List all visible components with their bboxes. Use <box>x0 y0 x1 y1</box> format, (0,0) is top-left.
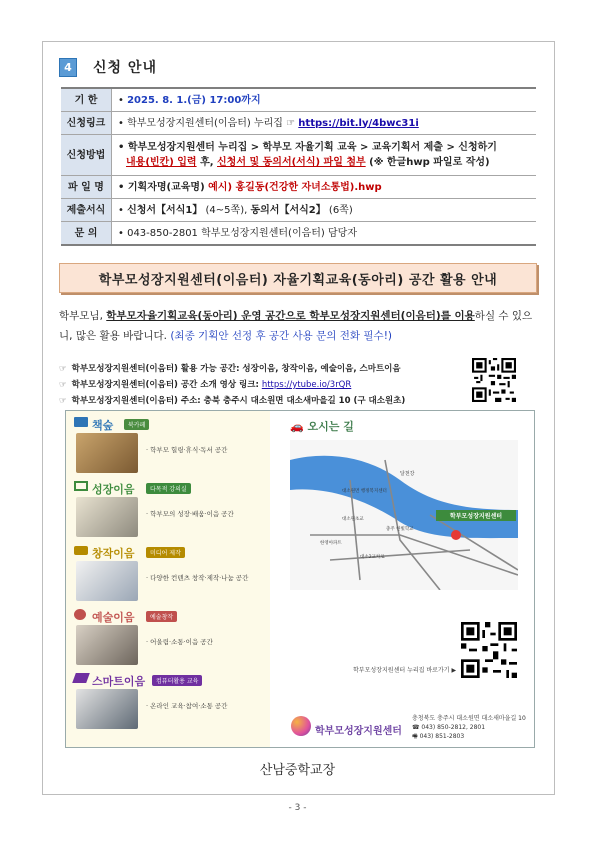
center-logo-icon <box>291 716 311 736</box>
pencil-icon <box>72 673 90 683</box>
row-link: 신청링크 • 학부모성장지원센터(이음터) 누리집 ☞ https://bit.ly/4bwc31i <box>61 112 536 135</box>
qr-code-icon[interactable] <box>461 622 517 678</box>
video-link[interactable]: https://ytube.io/3rQR <box>261 380 352 390</box>
spaces-panel <box>65 410 272 748</box>
bullet-spaces: ☞ 학부모성장지원센터(이음터) 활용 가능 공간: 성장이음, 창작이음, 예술이음, 스마트이음 <box>59 364 401 374</box>
svg-text:한영아파트: 한영아파트 <box>320 541 342 546</box>
svg-text:대소원초교: 대소원초교 <box>342 517 364 522</box>
intro-paragraph: 학부모님, 학부모자율기획교육(동아리) 운영 공간으로 학부모성장지원센터(이음터)를 이용하실 수 있으니, 많은 활용 바랍니다. (최종 기획안 선정 후 공간 사용 문의 전화 필수!) <box>59 310 533 342</box>
section-number: 4 <box>59 58 77 77</box>
bullet-address: ☞ 학부모성장지원센터(이음터) 주소: 충북 충주시 대소원면 대소새마을길 10 (구 대소원초) <box>59 396 406 406</box>
camera-icon <box>74 546 88 555</box>
space-photo <box>76 561 138 601</box>
label-forms: 제출서식 <box>61 199 112 222</box>
label-method: 신청방법 <box>61 135 112 176</box>
svg-text:대소원면 행정복지센터: 대소원면 행정복지센터 <box>342 489 387 494</box>
period-value: 2025. 8. 1.(금) 17:00까지 <box>127 94 261 106</box>
space-photo <box>76 497 138 537</box>
book-icon <box>74 417 88 427</box>
qr-code-icon[interactable] <box>472 358 516 402</box>
pointing-hand-icon: ☞ <box>59 380 67 390</box>
space-card: 책숲 북카페 · 학부모 힐링·휴식·독서 공간 <box>66 415 271 475</box>
space-card: 창작이음 미디어 제작 · 다양한 컨텐츠 창작·제작·나눔 공간 <box>66 543 271 603</box>
space-card: 성장이음 다목적 강의실 · 학부모의 성장·배움·이음 공간 <box>66 479 271 539</box>
palette-icon <box>74 609 86 620</box>
row-method: 신청방법 • 학부모성장지원센터 누리집 > 학부모 자율기획 교육 > 교육기획서 제출 > 신청하기 내용(빈칸) 입력 후, 신청서 및 동의서(서식) 파일 첨부 (※ 한글hwp 파일로 작성) <box>61 135 536 176</box>
directions-heading: 🚗 오시는 길 <box>290 420 354 433</box>
filename-example: 예시) 홍길동(건강한 자녀소통법).hwp <box>208 181 382 193</box>
map-center-label: 학부모성장지원센터 <box>449 513 503 520</box>
svg-text:대소2교차로: 대소2교차로 <box>360 555 385 560</box>
label-filename: 파 일 명 <box>61 176 112 199</box>
label-period: 기 한 <box>61 88 112 112</box>
space-photo <box>76 689 138 729</box>
space-banner: 학부모성장지원센터(이음터) 자율기획교육(동아리) 공간 활용 안내 <box>59 263 537 293</box>
pointing-hand-icon: ☞ <box>59 364 67 374</box>
homepage-link-caption[interactable]: 학부모성장지원센터 누리집 바로가기 ▶ <box>353 667 457 674</box>
space-photo <box>76 433 138 473</box>
row-period: 기 한 • 2025. 8. 1.(금) 17:00까지 <box>61 88 536 112</box>
link-text: 학부모성장지원센터(이음터) 누리집 ☞ <box>127 117 296 129</box>
svg-text:충주 한빛학교: 충주 한빛학교 <box>386 527 414 532</box>
pointing-hand-icon: ☞ <box>59 396 67 406</box>
section-title: 신청 안내 <box>93 60 157 76</box>
bullet-video: ☞ 학부모성장지원센터(이음터) 공간 소개 영상 링크: https://ytube.io/3rQR <box>59 380 352 390</box>
application-info-table <box>61 87 536 246</box>
page-number: - 3 - <box>288 803 307 813</box>
center-logo-text: 학부모성장지원센터 <box>315 726 402 737</box>
space-photo <box>76 625 138 665</box>
row-contact: 문 의 • 043-850-2801 학부모성장지원센터(이음터) 담당자 <box>61 222 536 246</box>
method-part-a: 내용(빈칸) 입력 <box>126 157 197 168</box>
school-signature: 산남중학교장 <box>259 763 336 778</box>
center-address: 충청북도 충주시 대소원면 대소새마을길 10 ☎ 043) 850-2812, 2801 🖷 043) 851-2803 <box>412 715 526 740</box>
car-icon: 🚗 <box>290 420 304 433</box>
row-filename: 파 일 명 • 기획자명(교육명) 예시) 홍길동(건강한 자녀소통법).hwp <box>61 176 536 199</box>
method-line1: 학부모성장지원센터 누리집 > 학부모 자율기획 교육 > 교육기획서 제출 > 신청하기 <box>127 142 497 153</box>
svg-text:달천강: 달천강 <box>400 471 415 477</box>
space-card: 예술이음 예술창작 · 어울림·소통·이음 공간 <box>66 607 271 667</box>
space-card: 스마트이음 컴퓨터활용 교육 · 온라인 교육·참여·소통 공간 <box>66 671 271 731</box>
location-map <box>290 440 518 590</box>
contact-value: 043-850-2801 학부모성장지원센터(이음터) 담당자 <box>127 227 357 239</box>
label-link: 신청링크 <box>61 112 112 135</box>
method-part-c: 신청서 및 동의서(서식) 파일 첨부 <box>217 157 366 168</box>
apply-link[interactable]: https://bit.ly/4bwc31i <box>298 117 419 129</box>
section-header <box>59 57 157 77</box>
monitor-icon <box>74 481 88 491</box>
row-forms: 제출서식 • 신청서【서식1】 (4~5쪽), 동의서【서식2】 (6쪽) <box>61 199 536 222</box>
label-contact: 문 의 <box>61 222 112 246</box>
